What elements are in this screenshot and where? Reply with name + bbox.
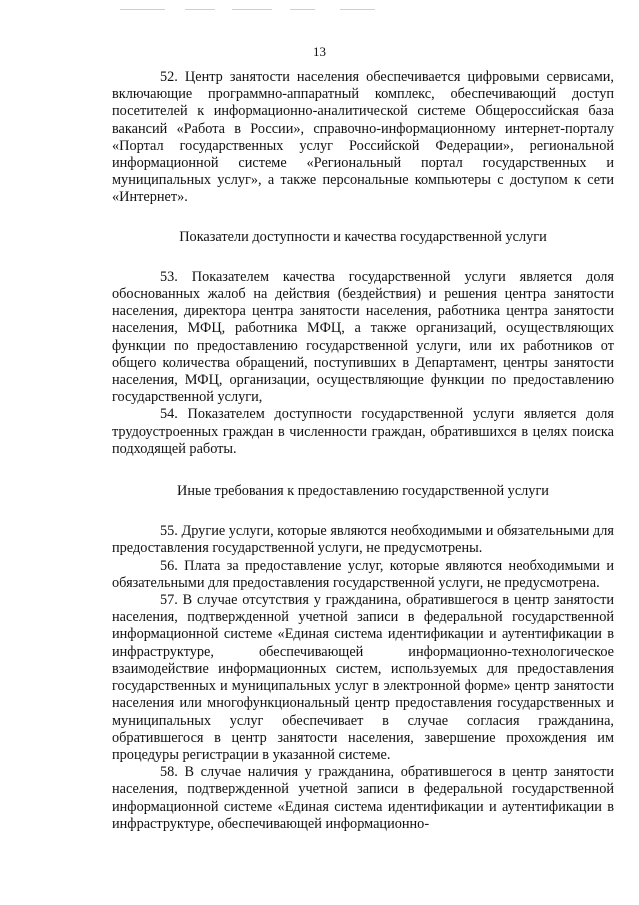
section-heading-other-requirements: Иные требования к предоставлению государственной услуги	[177, 483, 549, 500]
paragraph-58: 58. В случае наличия у гражданина, обратившегося в центр занятости населения, подтвержденной учетной записи в федеральной государственной информационной системе «Единая система идентификации и аутентификации в инфраструктуре, обеспечивающей информационно-	[112, 764, 614, 832]
paragraph-53: 53. Показателем качества государственной услуги является доля обоснованных жалоб на действия (бездействия) и решения центра занятости населения, директора центра занятости населения, работника центра занятости населения, МФЦ, работника МФЦ, а также организаций, осуществляющих функции по предоставлению государственной услуги, или их работников от общего количества обращений, поступивших в Департамент, центры занятости населения, МФЦ, организации, осуществляющие функции по предоставлению государственной услуги,	[112, 268, 614, 406]
scan-artifact-line	[340, 9, 375, 10]
scan-artifact-line	[290, 9, 315, 10]
paragraph-52: 52. Центр занятости населения обеспечивается цифровыми сервисами, включающие программно-аппаратный комплекс, обеспечивающий доступ посетителей к информационно-аналитической системе Общероссийская база вакансий «Работа в России», справочно-информационному интернет-порталу «Портал государственных услуг Российской Федерации», региональной информационной системе «Региональный портал государственных и муниципальных услуг», а также персональные компьютеры с доступом к сети «Интернет».	[112, 69, 614, 206]
scan-artifact-line	[232, 9, 272, 10]
paragraph-54: 54. Показателем доступности государственной услуги является доля трудоустроенных граждан в численности граждан, обратившихся в целях поиска подходящей работы.	[112, 406, 614, 457]
document-body	[112, 69, 614, 833]
paragraph-56: 56. Плата за предоставление услуг, которые являются необходимыми и обязательными для предоставления государственной услуги, не предусмотрена.	[112, 557, 614, 591]
paragraph-55: 55. Другие услуги, которые являются необходимыми и обязательными для предоставления государственной услуги, не предусмотрены.	[112, 523, 614, 557]
scan-artifact-line	[120, 9, 165, 10]
section-heading-availability-quality: Показатели доступности и качества государственной услуги	[179, 228, 547, 245]
paragraph-57: 57. В случае отсутствия у гражданина, обратившегося в центр занятости населения, подтвержденной учетной записи в федеральной государственной информационной системе «Единая система идентификации и аутентификации в инфраструктуре, обеспечивающей информационно-технологическое взаимодействие информационных систем, используемых для предоставления государственных и муниципальных услуг в электронной форме» центр занятости населения или многофункциональный центр предоставления государственных и муниципальных услуг обеспечивает в случае согласия гражданина, обратившегося в центр занятости населения, завершение прохождения им процедуры регистрации в указанной системе.	[112, 592, 614, 763]
page-number: 13	[313, 44, 326, 59]
scan-artifact-line	[185, 9, 215, 10]
